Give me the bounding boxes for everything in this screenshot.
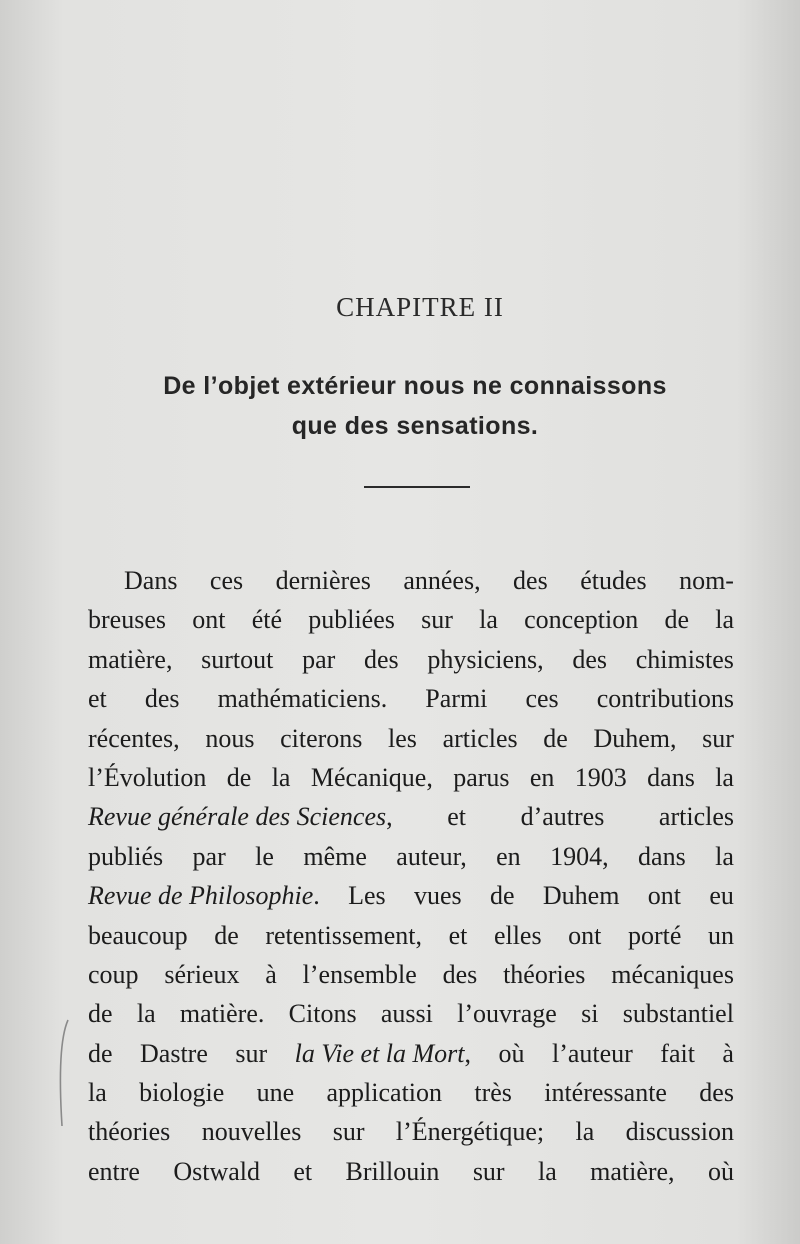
word xyxy=(543,719,568,758)
word-text: et xyxy=(293,1156,313,1186)
word xyxy=(628,916,681,955)
word-text: vues xyxy=(414,881,462,911)
word xyxy=(214,916,239,955)
margin-pencil-mark xyxy=(56,1018,70,1128)
word xyxy=(403,561,480,600)
word-text: l’ouvrage xyxy=(457,999,557,1029)
word-text: études xyxy=(580,566,647,595)
word xyxy=(479,600,498,639)
text-line xyxy=(88,1152,734,1191)
word xyxy=(235,1034,267,1073)
word-text: la xyxy=(715,762,734,792)
word-text: des xyxy=(442,959,478,989)
word xyxy=(88,797,393,836)
word xyxy=(265,955,277,994)
word xyxy=(550,837,609,876)
word-text: dernières xyxy=(275,566,371,595)
text-line xyxy=(88,955,734,994)
word xyxy=(648,876,681,915)
word xyxy=(457,994,557,1033)
text-line xyxy=(88,719,734,758)
word xyxy=(88,876,320,915)
word xyxy=(636,640,734,679)
word-text: coup xyxy=(88,959,139,989)
word xyxy=(576,1112,595,1151)
word-text: sérieux xyxy=(164,959,240,989)
word-text: Ostwald xyxy=(173,1156,261,1186)
text-line xyxy=(88,600,734,639)
word-text: dans xyxy=(638,841,686,871)
word xyxy=(145,679,180,718)
word-text: auteur, xyxy=(396,841,467,871)
word xyxy=(255,837,274,876)
word-text: de xyxy=(214,920,239,950)
word-text: des xyxy=(572,644,608,674)
word xyxy=(164,955,239,994)
word-text: très xyxy=(474,1078,512,1108)
text-line xyxy=(88,758,734,797)
word xyxy=(538,1152,557,1191)
word xyxy=(265,916,422,955)
word xyxy=(348,876,386,915)
word xyxy=(173,1152,260,1191)
text-line xyxy=(88,1073,734,1112)
word-text: l’Énergétique; xyxy=(395,1117,545,1147)
word xyxy=(88,1073,107,1112)
text-line xyxy=(88,837,734,876)
word-text: dans xyxy=(647,762,695,792)
word-text: la xyxy=(271,762,291,792)
word xyxy=(295,1034,471,1073)
word-text: à xyxy=(722,1038,734,1068)
chapter-title-line-1: De l’objet extérieur nous ne connaissons xyxy=(163,372,667,400)
word xyxy=(280,719,362,758)
word-text: une xyxy=(256,1078,295,1108)
word-text: ont xyxy=(647,881,682,911)
word xyxy=(193,837,226,876)
word-text: physiciens, xyxy=(427,644,544,674)
word xyxy=(552,1034,633,1073)
word-text: chimistes xyxy=(635,644,734,674)
word-text: été xyxy=(251,605,282,635)
word-text: de xyxy=(490,881,515,911)
word xyxy=(593,719,676,758)
word xyxy=(257,1073,295,1112)
word-text: et xyxy=(88,684,107,714)
word xyxy=(513,561,548,600)
word-text: biologie xyxy=(139,1078,225,1108)
word xyxy=(303,837,367,876)
word-text: de xyxy=(543,723,568,753)
word xyxy=(414,876,462,915)
word xyxy=(453,758,509,797)
text-line xyxy=(88,1034,734,1073)
word xyxy=(289,994,357,1033)
word xyxy=(276,561,371,600)
word-text: Dastre xyxy=(140,1038,208,1068)
word xyxy=(581,994,598,1033)
word-text: publiés xyxy=(88,841,164,871)
word xyxy=(647,758,695,797)
word xyxy=(679,561,734,600)
chapter-label: CHAPITRE II xyxy=(336,292,504,322)
word xyxy=(494,916,542,955)
word-text: par xyxy=(302,644,336,674)
word-text: substantiel xyxy=(622,999,734,1029)
word-text: et xyxy=(448,920,468,950)
word xyxy=(496,837,521,876)
word-text: articles xyxy=(658,802,734,832)
word xyxy=(137,994,156,1033)
word xyxy=(427,640,543,679)
word xyxy=(88,916,188,955)
text-line xyxy=(88,916,734,955)
word xyxy=(575,758,627,797)
italic-title: la Vie et la Mort xyxy=(294,1038,465,1068)
word-text: porté xyxy=(627,920,682,950)
word xyxy=(364,640,399,679)
text-line xyxy=(88,561,734,600)
word xyxy=(381,994,433,1033)
word xyxy=(521,797,605,836)
word-text: de xyxy=(88,999,113,1029)
word-text: à xyxy=(265,959,277,989)
word xyxy=(88,1152,140,1191)
word-text: la xyxy=(136,999,156,1029)
word-text: en xyxy=(529,762,555,792)
word-text: ont xyxy=(192,605,226,635)
word-text: théories xyxy=(503,959,586,989)
chapter-title-line-2: que des sensations. xyxy=(291,412,539,440)
word-text: l’ensemble xyxy=(302,959,417,989)
word-text: contributions xyxy=(596,684,734,714)
word xyxy=(544,1073,667,1112)
word-text: même xyxy=(303,841,367,871)
word xyxy=(205,719,254,758)
word-text: sur xyxy=(702,723,734,753)
word-text: , xyxy=(386,802,393,832)
word xyxy=(88,719,180,758)
word-text: Duhem xyxy=(542,881,620,911)
word-text: des xyxy=(699,1078,734,1108)
word-text: application xyxy=(326,1078,443,1108)
word-text: citerons xyxy=(280,723,363,753)
word-text: articles xyxy=(442,723,518,753)
word-text: la xyxy=(715,841,734,871)
word xyxy=(180,994,264,1033)
word-text: récentes, xyxy=(88,723,180,753)
word xyxy=(543,876,620,915)
word xyxy=(447,797,466,836)
word-text: matière. xyxy=(179,999,265,1029)
italic-title: Revue de Philosophie xyxy=(88,881,314,911)
word-text: des xyxy=(513,566,548,595)
word-text: la xyxy=(715,605,734,635)
word xyxy=(201,640,273,679)
word-text: en xyxy=(496,841,521,871)
word xyxy=(626,1112,734,1151)
body-paragraph xyxy=(88,561,734,1191)
word xyxy=(664,600,689,639)
word-text: ces xyxy=(525,684,559,714)
word-text: Brillouin xyxy=(345,1156,440,1186)
word xyxy=(568,916,601,955)
word-text: l’Évolution xyxy=(88,762,207,792)
word xyxy=(443,719,518,758)
text-line xyxy=(88,679,734,718)
word xyxy=(227,758,252,797)
word-text: Parmi xyxy=(425,684,488,714)
word xyxy=(702,719,734,758)
word-text: fait xyxy=(660,1038,695,1068)
word-text: d’autres xyxy=(520,802,605,832)
word-text: nous xyxy=(205,723,255,753)
text-line xyxy=(88,994,734,1033)
word xyxy=(709,876,734,915)
word xyxy=(473,1152,505,1191)
word-text: si xyxy=(581,999,599,1029)
word-text: aussi xyxy=(380,999,433,1029)
word-text: sur xyxy=(421,605,453,635)
word xyxy=(524,600,638,639)
word xyxy=(303,955,417,994)
word-text: des xyxy=(364,644,399,674)
word xyxy=(210,561,243,600)
word-text: la xyxy=(88,1078,107,1108)
word xyxy=(525,679,558,718)
word xyxy=(660,1034,695,1073)
word xyxy=(699,1073,734,1112)
section-rule xyxy=(364,486,470,488)
word-text: de xyxy=(88,1038,113,1068)
word-text: elles xyxy=(493,920,542,950)
word-text: conception xyxy=(524,605,639,635)
word xyxy=(388,719,417,758)
word xyxy=(580,561,646,600)
word-text: 1904, xyxy=(550,841,609,871)
text-line xyxy=(88,640,734,679)
word xyxy=(425,679,487,718)
word-text: 1903 xyxy=(574,762,627,792)
word-text: intéressante xyxy=(544,1078,667,1108)
word xyxy=(88,1112,170,1151)
word xyxy=(421,600,453,639)
word xyxy=(708,1152,734,1191)
word-text: sur xyxy=(235,1038,268,1068)
word xyxy=(218,679,388,718)
word-text: Duhem, xyxy=(593,723,677,753)
word xyxy=(346,1152,440,1191)
word-text: retentissement, xyxy=(265,920,423,950)
word xyxy=(88,1034,113,1073)
chapter-title xyxy=(110,366,720,446)
word-text: sur xyxy=(472,1156,505,1186)
word xyxy=(311,758,433,797)
word-text: discussion xyxy=(625,1117,734,1147)
word xyxy=(252,600,282,639)
word xyxy=(443,955,478,994)
word-text: breuses xyxy=(88,605,166,635)
word-text: années, xyxy=(403,566,481,595)
word-text: l’auteur xyxy=(551,1038,633,1068)
word xyxy=(396,837,466,876)
word xyxy=(722,1034,734,1073)
word-text: mécaniques xyxy=(611,959,734,989)
word-text: où xyxy=(498,1038,525,1068)
word-text: Dans xyxy=(124,566,178,595)
word-text: nouvelles xyxy=(201,1117,302,1147)
word-text: des xyxy=(144,684,180,714)
word xyxy=(202,1112,302,1151)
word xyxy=(715,600,734,639)
word-text: de xyxy=(664,605,689,635)
word xyxy=(272,758,291,797)
word xyxy=(530,758,555,797)
word xyxy=(139,1073,224,1112)
word xyxy=(715,758,734,797)
word xyxy=(449,916,468,955)
word-text: eu xyxy=(709,881,734,911)
word-text: le xyxy=(255,841,274,871)
word-text: matière, xyxy=(88,644,173,674)
word xyxy=(293,1152,312,1191)
word xyxy=(88,758,206,797)
word xyxy=(572,640,607,679)
word-text: nom- xyxy=(679,566,734,595)
word-text: Mécanique, xyxy=(310,762,433,792)
word xyxy=(503,955,585,994)
word xyxy=(327,1073,443,1112)
word-text: mathématiciens. xyxy=(217,684,388,714)
word xyxy=(638,837,686,876)
word-text: surtout xyxy=(201,644,274,674)
word-text: et xyxy=(447,802,466,832)
word-text: la xyxy=(537,1156,557,1186)
word-text: publiées xyxy=(308,605,395,635)
word-text: Citons xyxy=(288,999,357,1029)
word xyxy=(140,1034,208,1073)
word xyxy=(333,1112,365,1151)
word-text: ont xyxy=(568,920,602,950)
word xyxy=(715,837,734,876)
word xyxy=(302,640,335,679)
text-line xyxy=(88,797,734,836)
word-text: ces xyxy=(209,566,244,595)
word-text: , xyxy=(464,1038,472,1068)
text-line xyxy=(88,1112,734,1151)
word xyxy=(490,876,515,915)
word-text: Les xyxy=(348,881,386,911)
word-text: sur xyxy=(332,1117,365,1147)
word-text: théories xyxy=(88,1117,171,1147)
word-text: beaucoup xyxy=(88,920,188,950)
word-text: matière, xyxy=(590,1156,675,1186)
word xyxy=(124,561,177,600)
text-line xyxy=(88,876,734,915)
word-text: la xyxy=(575,1117,595,1147)
word xyxy=(88,640,172,679)
word-text: un xyxy=(707,920,734,950)
word xyxy=(88,600,166,639)
word-text: de xyxy=(226,762,252,792)
word xyxy=(308,600,395,639)
word-text: par xyxy=(192,841,226,871)
word xyxy=(708,916,734,955)
word-text: la xyxy=(479,605,498,635)
word xyxy=(659,797,734,836)
word-text: parus xyxy=(453,762,510,792)
word-text: . xyxy=(313,881,320,911)
word xyxy=(192,600,225,639)
word-text: où xyxy=(707,1156,734,1186)
word-text: entre xyxy=(88,1156,140,1186)
word xyxy=(590,1152,674,1191)
word-text: les xyxy=(388,723,417,753)
word xyxy=(88,955,139,994)
word xyxy=(499,1034,525,1073)
word xyxy=(623,994,734,1033)
word xyxy=(88,994,113,1033)
word xyxy=(88,837,163,876)
word xyxy=(597,679,734,718)
word xyxy=(88,679,107,718)
word xyxy=(396,1112,544,1151)
italic-title: Revue générale des Sciences xyxy=(88,802,387,832)
word xyxy=(474,1073,512,1112)
word xyxy=(611,955,734,994)
